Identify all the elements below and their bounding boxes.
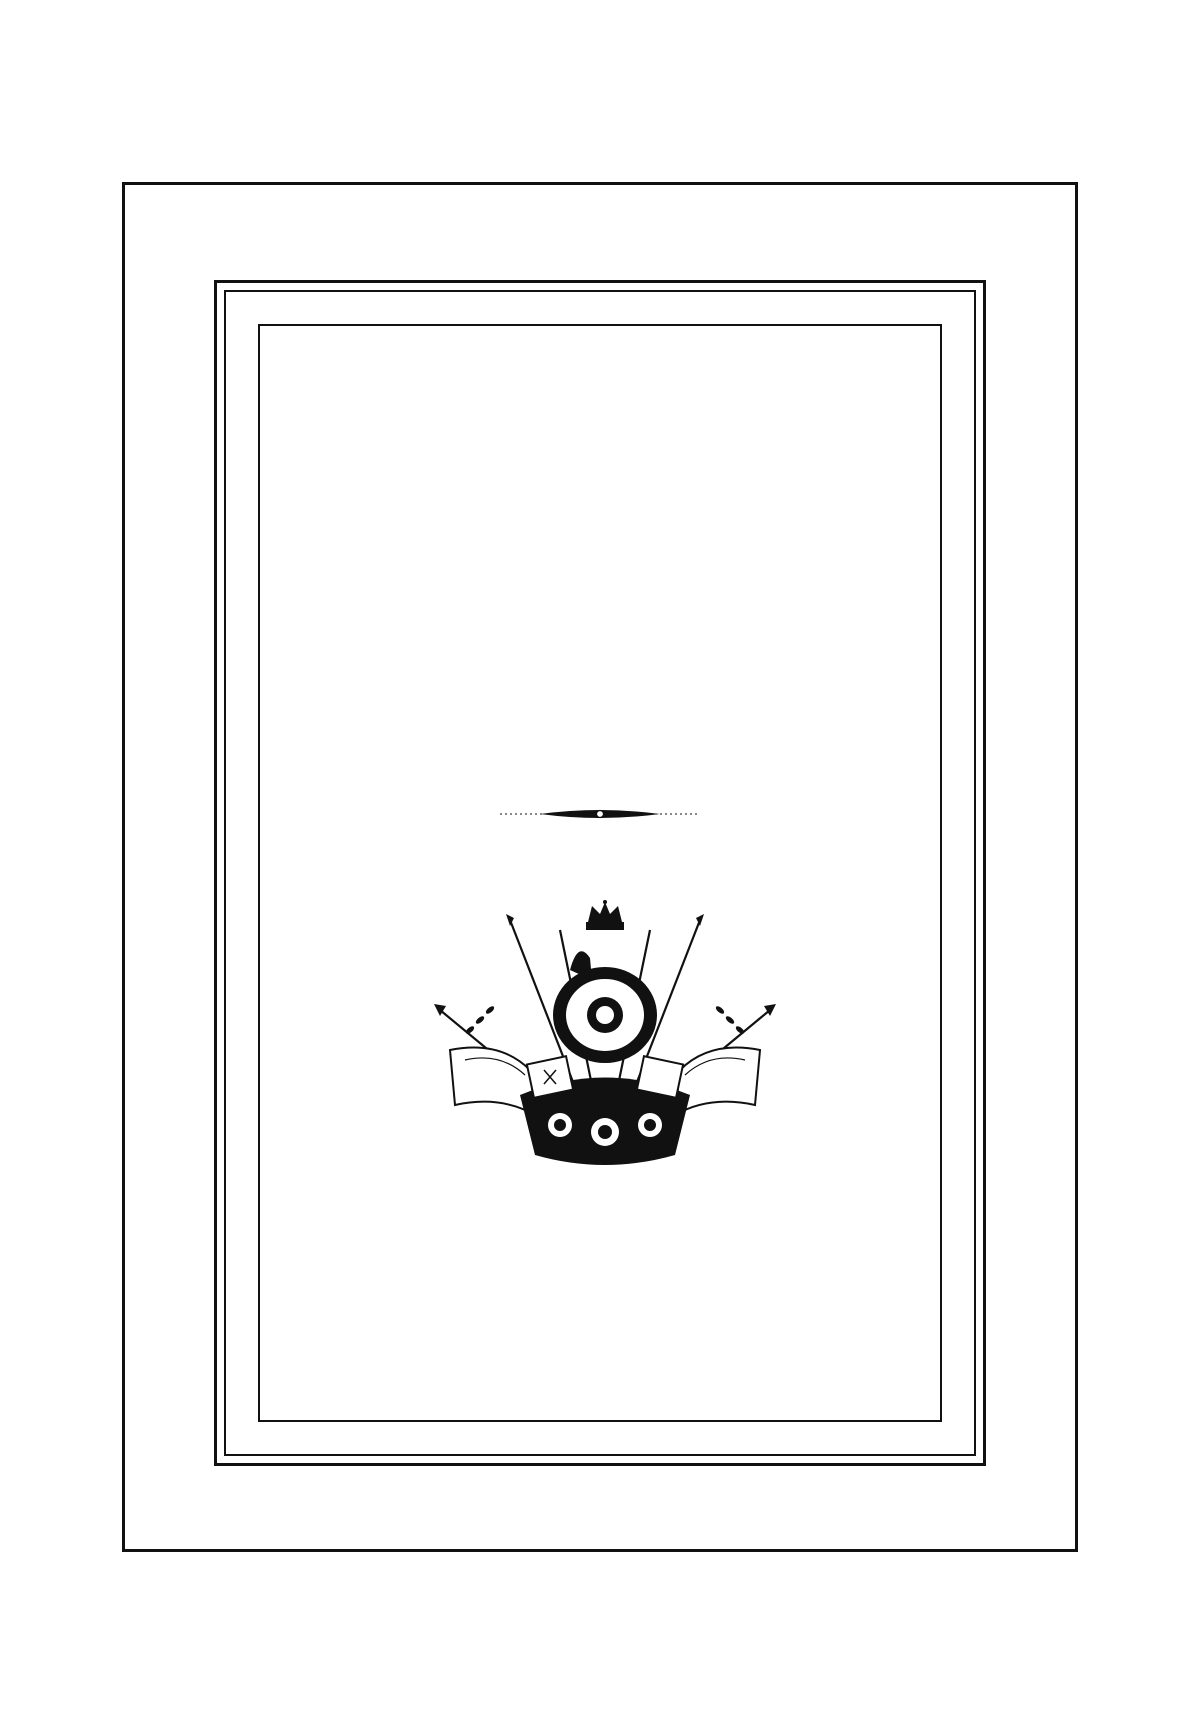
decorative-rule xyxy=(500,808,700,820)
text-frame xyxy=(258,324,942,1422)
crown-icon xyxy=(586,900,624,930)
ornament-band-right xyxy=(996,182,1078,1552)
ornament-band-left xyxy=(122,182,204,1552)
ornament-band-top xyxy=(122,182,1078,244)
military-trophy-emblem xyxy=(410,900,800,1180)
subtitle-order xyxy=(0,756,1200,786)
title-line-3 xyxy=(0,550,1200,590)
ornament-band-bottom xyxy=(122,1490,1078,1552)
